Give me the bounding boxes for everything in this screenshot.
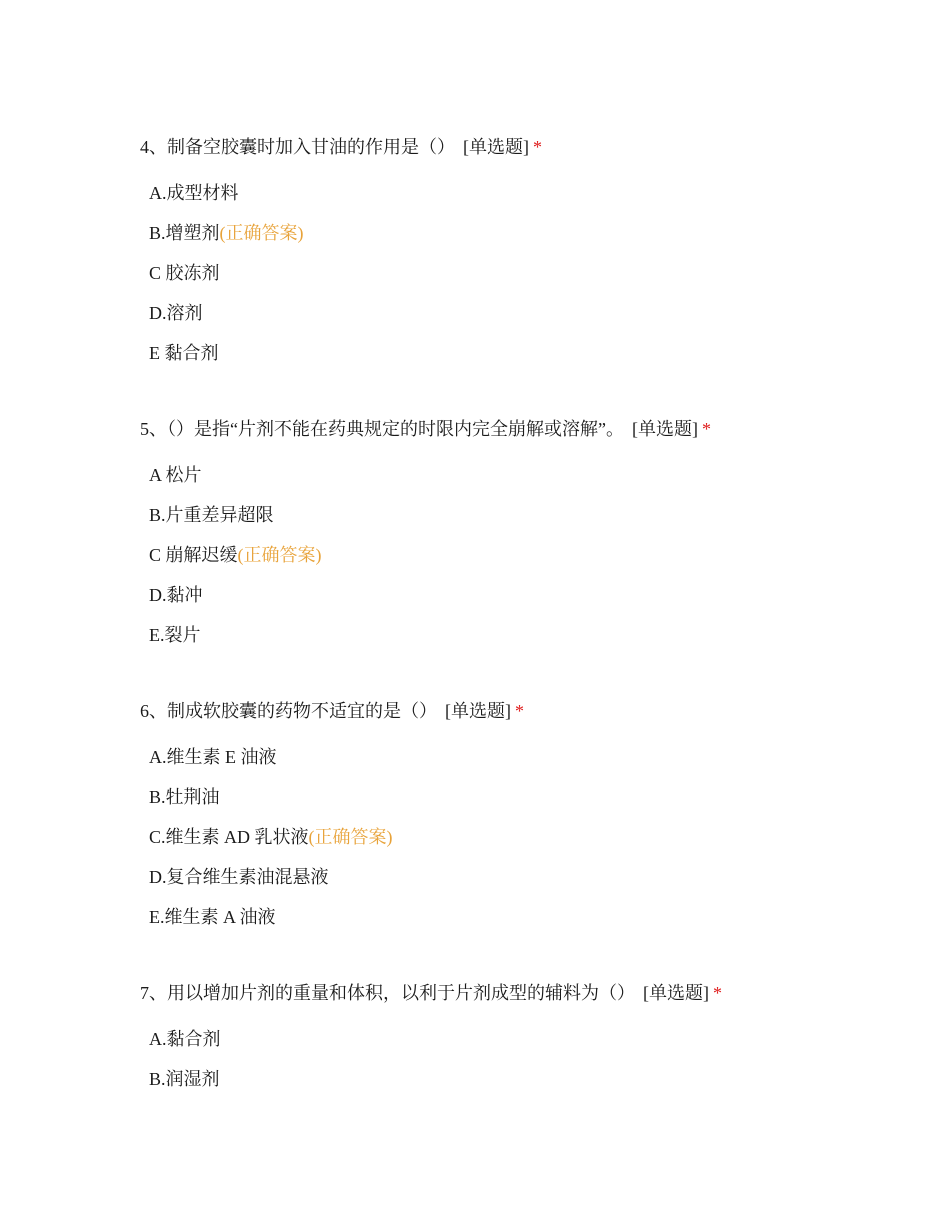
question-type: [单选题] (631, 419, 698, 439)
question-4 (140, 134, 900, 380)
option-d (149, 864, 900, 890)
option-text: A.维生素 E 油液 (149, 747, 277, 767)
option-c (149, 542, 900, 568)
option-c (149, 260, 900, 286)
option-text: E 黏合剂 (149, 343, 219, 363)
question-text: 5、（）是指“片剂不能在药典规定的时限内完全崩解或溶解”。 (140, 419, 624, 439)
option-text: A.黏合剂 (149, 1029, 221, 1049)
required-marker: * (515, 701, 524, 721)
option-e (149, 622, 900, 648)
question-title (140, 416, 900, 442)
option-list (140, 744, 900, 930)
option-e (149, 904, 900, 930)
option-text: C 崩解迟缓 (149, 545, 238, 565)
option-b (149, 1066, 900, 1092)
question-title (140, 134, 900, 160)
question-type: [单选题] (463, 137, 529, 157)
option-text: B.润湿剂 (149, 1069, 220, 1089)
option-text: A 松片 (149, 465, 202, 485)
option-a (149, 1026, 900, 1052)
required-marker: * (713, 983, 722, 1003)
option-text: E.裂片 (149, 625, 201, 645)
option-text: B.片重差异超限 (149, 505, 274, 525)
question-7 (140, 980, 900, 1106)
question-title (140, 698, 900, 724)
correct-answer-mark: (正确答案) (308, 827, 393, 847)
option-text: D.黏冲 (149, 585, 203, 605)
option-c (149, 824, 900, 850)
option-list (140, 462, 900, 648)
option-text: C 胶冻剂 (149, 263, 220, 283)
question-5 (140, 416, 900, 662)
correct-answer-mark: (正确答案) (219, 223, 304, 243)
question-text: 6、制成软胶囊的药物不适宜的是（） (140, 701, 437, 721)
option-d (149, 582, 900, 608)
option-b (149, 220, 900, 246)
option-text: B.牡荆油 (149, 787, 220, 807)
option-e (149, 340, 900, 366)
question-text: 7、用以增加片剂的重量和体积，以利于片剂成型的辅料为（） (140, 983, 635, 1003)
option-text: C.维生素 AD 乳状液 (149, 827, 309, 847)
option-list (140, 1026, 900, 1092)
option-b (149, 784, 900, 810)
option-a (149, 744, 900, 770)
option-a (149, 462, 900, 488)
correct-answer-mark: (正确答案) (237, 545, 322, 565)
question-title (140, 980, 900, 1006)
option-b (149, 502, 900, 528)
option-text: D.溶剂 (149, 303, 203, 323)
option-list (140, 180, 900, 366)
question-type: [单选题] (445, 701, 511, 721)
required-marker: * (533, 137, 542, 157)
option-d (149, 300, 900, 326)
option-text: A.成型材料 (149, 183, 239, 203)
option-text: D.复合维生素油混悬液 (149, 867, 329, 887)
question-text: 4、制备空胶囊时加入甘油的作用是（） (140, 137, 455, 157)
required-marker: * (701, 419, 711, 439)
question-type: [单选题] (643, 983, 709, 1003)
option-text: E.维生素 A 油液 (149, 907, 276, 927)
option-text: B.增塑剂 (149, 223, 220, 243)
question-6 (140, 698, 900, 944)
option-a (149, 180, 900, 206)
